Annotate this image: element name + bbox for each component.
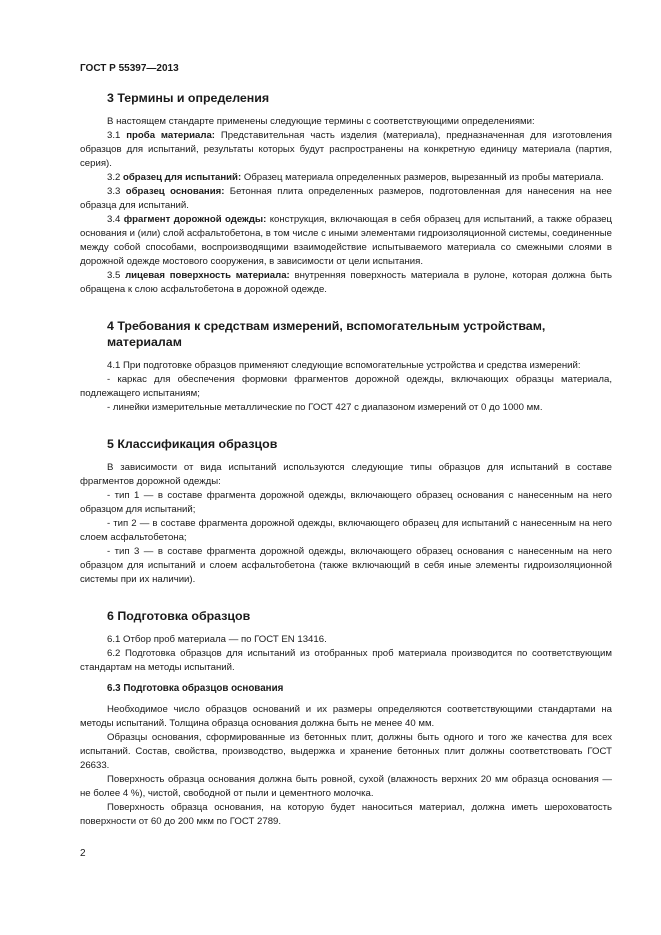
term-3-1 <box>80 129 612 171</box>
term-name: лицевая поверхность материала: <box>125 270 290 281</box>
section-5-list-item: - тип 2 — в составе фрагмента дорожной одежды, включающего образец для испытаний с нанесенным на него слоем асфальтобетона; <box>80 518 612 543</box>
subsection-6-3-para: Образцы основания, сформированные из бетонных плит, должны быть одного и того же качества для всех испытаний. Состав, свойства, производство, выдержка и хранение бетонных плит должны соответствовать ГОСТ 26633. <box>80 732 612 771</box>
term-3-2 <box>80 171 612 185</box>
term-definition: Образец материала определенных размеров, вырезанный из пробы материала. <box>241 172 604 183</box>
section-4-para: 4.1 При подготовке образцов применяют следующие вспомогательные устройства и средства измерений: <box>107 360 581 371</box>
section-6-para: 6.1 Отбор проб материала — по ГОСТ EN 13416. <box>107 634 327 645</box>
section-3-intro: В настоящем стандарте применены следующие термины с соответствующими определениями: <box>107 116 535 127</box>
term-definition: конструкция, включающая в себя образец для испытаний, а также образец основания и (или) слой асфальтобетона, в том числе с иными элементами гидроизоляционной системы, соединенные между собой способами, воспроизводящими взаимодействие испытываемого материала со смежными слоями в дорожной одежде мостового сооружения, в зависимости от цели испытания. <box>80 214 612 267</box>
section-5-title: 5 Классификация образцов <box>107 437 278 451</box>
section-4-title: 4 Требования к средствам измерений, вспомогательным устройствам, материалам <box>107 319 546 349</box>
term-number: 3.5 <box>107 270 121 281</box>
section-3-title: 3 Термины и определения <box>107 91 270 105</box>
term-definition: внутренняя поверхность материала в рулоне, которая должна быть обращена к слою асфальтобетона в дорожной одежде. <box>80 270 612 295</box>
subsection-6-3-para: Необходимое число образцов оснований и их размеры определяются соответствующими стандартами на методы испытаний. Толщина образца основания должна быть не менее 40 мм. <box>80 704 612 729</box>
term-name: образец для испытаний: <box>123 172 242 183</box>
term-name: проба материала: <box>126 130 215 141</box>
term-name: фрагмент дорожной одежды: <box>123 214 267 225</box>
subsection-6-3-para: Поверхность образца основания должна быть ровной, сухой (влажность верхних 20 мм образца основания — не более 4 %), чистой, свободной от пыли и цементного молочка. <box>80 774 612 799</box>
section-6-title: 6 Подготовка образцов <box>107 609 251 623</box>
subsection-6-3-para: Поверхность образца основания, на которую будет наноситься материал, должна иметь шероховатость поверхности от 60 до 200 мкм по ГОСТ 2789. <box>80 802 612 827</box>
page-number: 2 <box>80 848 86 859</box>
term-name: образец основания: <box>125 186 225 197</box>
term-number: 3.2 <box>107 172 121 183</box>
section-4-list-item: - каркас для обеспечения формовки фрагментов дорожной одежды, включающих образцы материала, подлежащего испытаниям; <box>80 374 612 399</box>
term-definition: Представительная часть изделия (материала), предназначенная для изготовления образцов для испытаний, результаты которых будут распространены на конкретную единицу материала (партия, серия). <box>80 130 612 169</box>
section-5-list-item: - тип 1 — в составе фрагмента дорожной одежды, включающего образец основания с нанесенным на него образцом для испытаний; <box>80 490 612 515</box>
term-number: 3.1 <box>107 130 121 141</box>
section-4-list-item: - линейки измерительные металлические по ГОСТ 427 с диапазоном измерений от 0 до 1000 мм. <box>107 402 543 413</box>
term-3-5 <box>80 269 612 297</box>
document-body <box>80 90 612 829</box>
term-3-3 <box>80 185 612 213</box>
section-5-para: В зависимости от вида испытаний используются следующие типы образцов для испытаний в составе фрагментов дорожной одежды: <box>80 462 612 487</box>
term-number: 3.3 <box>107 186 121 197</box>
section-6-para: 6.2 Подготовка образцов для испытаний из отобранных проб материала производится по соответствующим стандартам на методы испытаний. <box>80 648 612 673</box>
term-number: 3.4 <box>107 214 121 225</box>
subsection-6-3-title: 6.3 Подготовка образцов основания <box>107 683 284 694</box>
section-5-list-item: - тип 3 — в составе фрагмента дорожной одежды, включающего образец основания с нанесенным на него образцом для испытаний и слоем асфальтобетона (также включающий в себя иные элементы гидроизоляционной системы при их наличии). <box>80 546 612 585</box>
term-3-4 <box>80 213 612 269</box>
term-definition: Бетонная плита определенных размеров, подготовленная для нанесения на нее образца для испытаний. <box>80 186 612 211</box>
doc-header-code: ГОСТ Р 55397—2013 <box>80 63 179 74</box>
